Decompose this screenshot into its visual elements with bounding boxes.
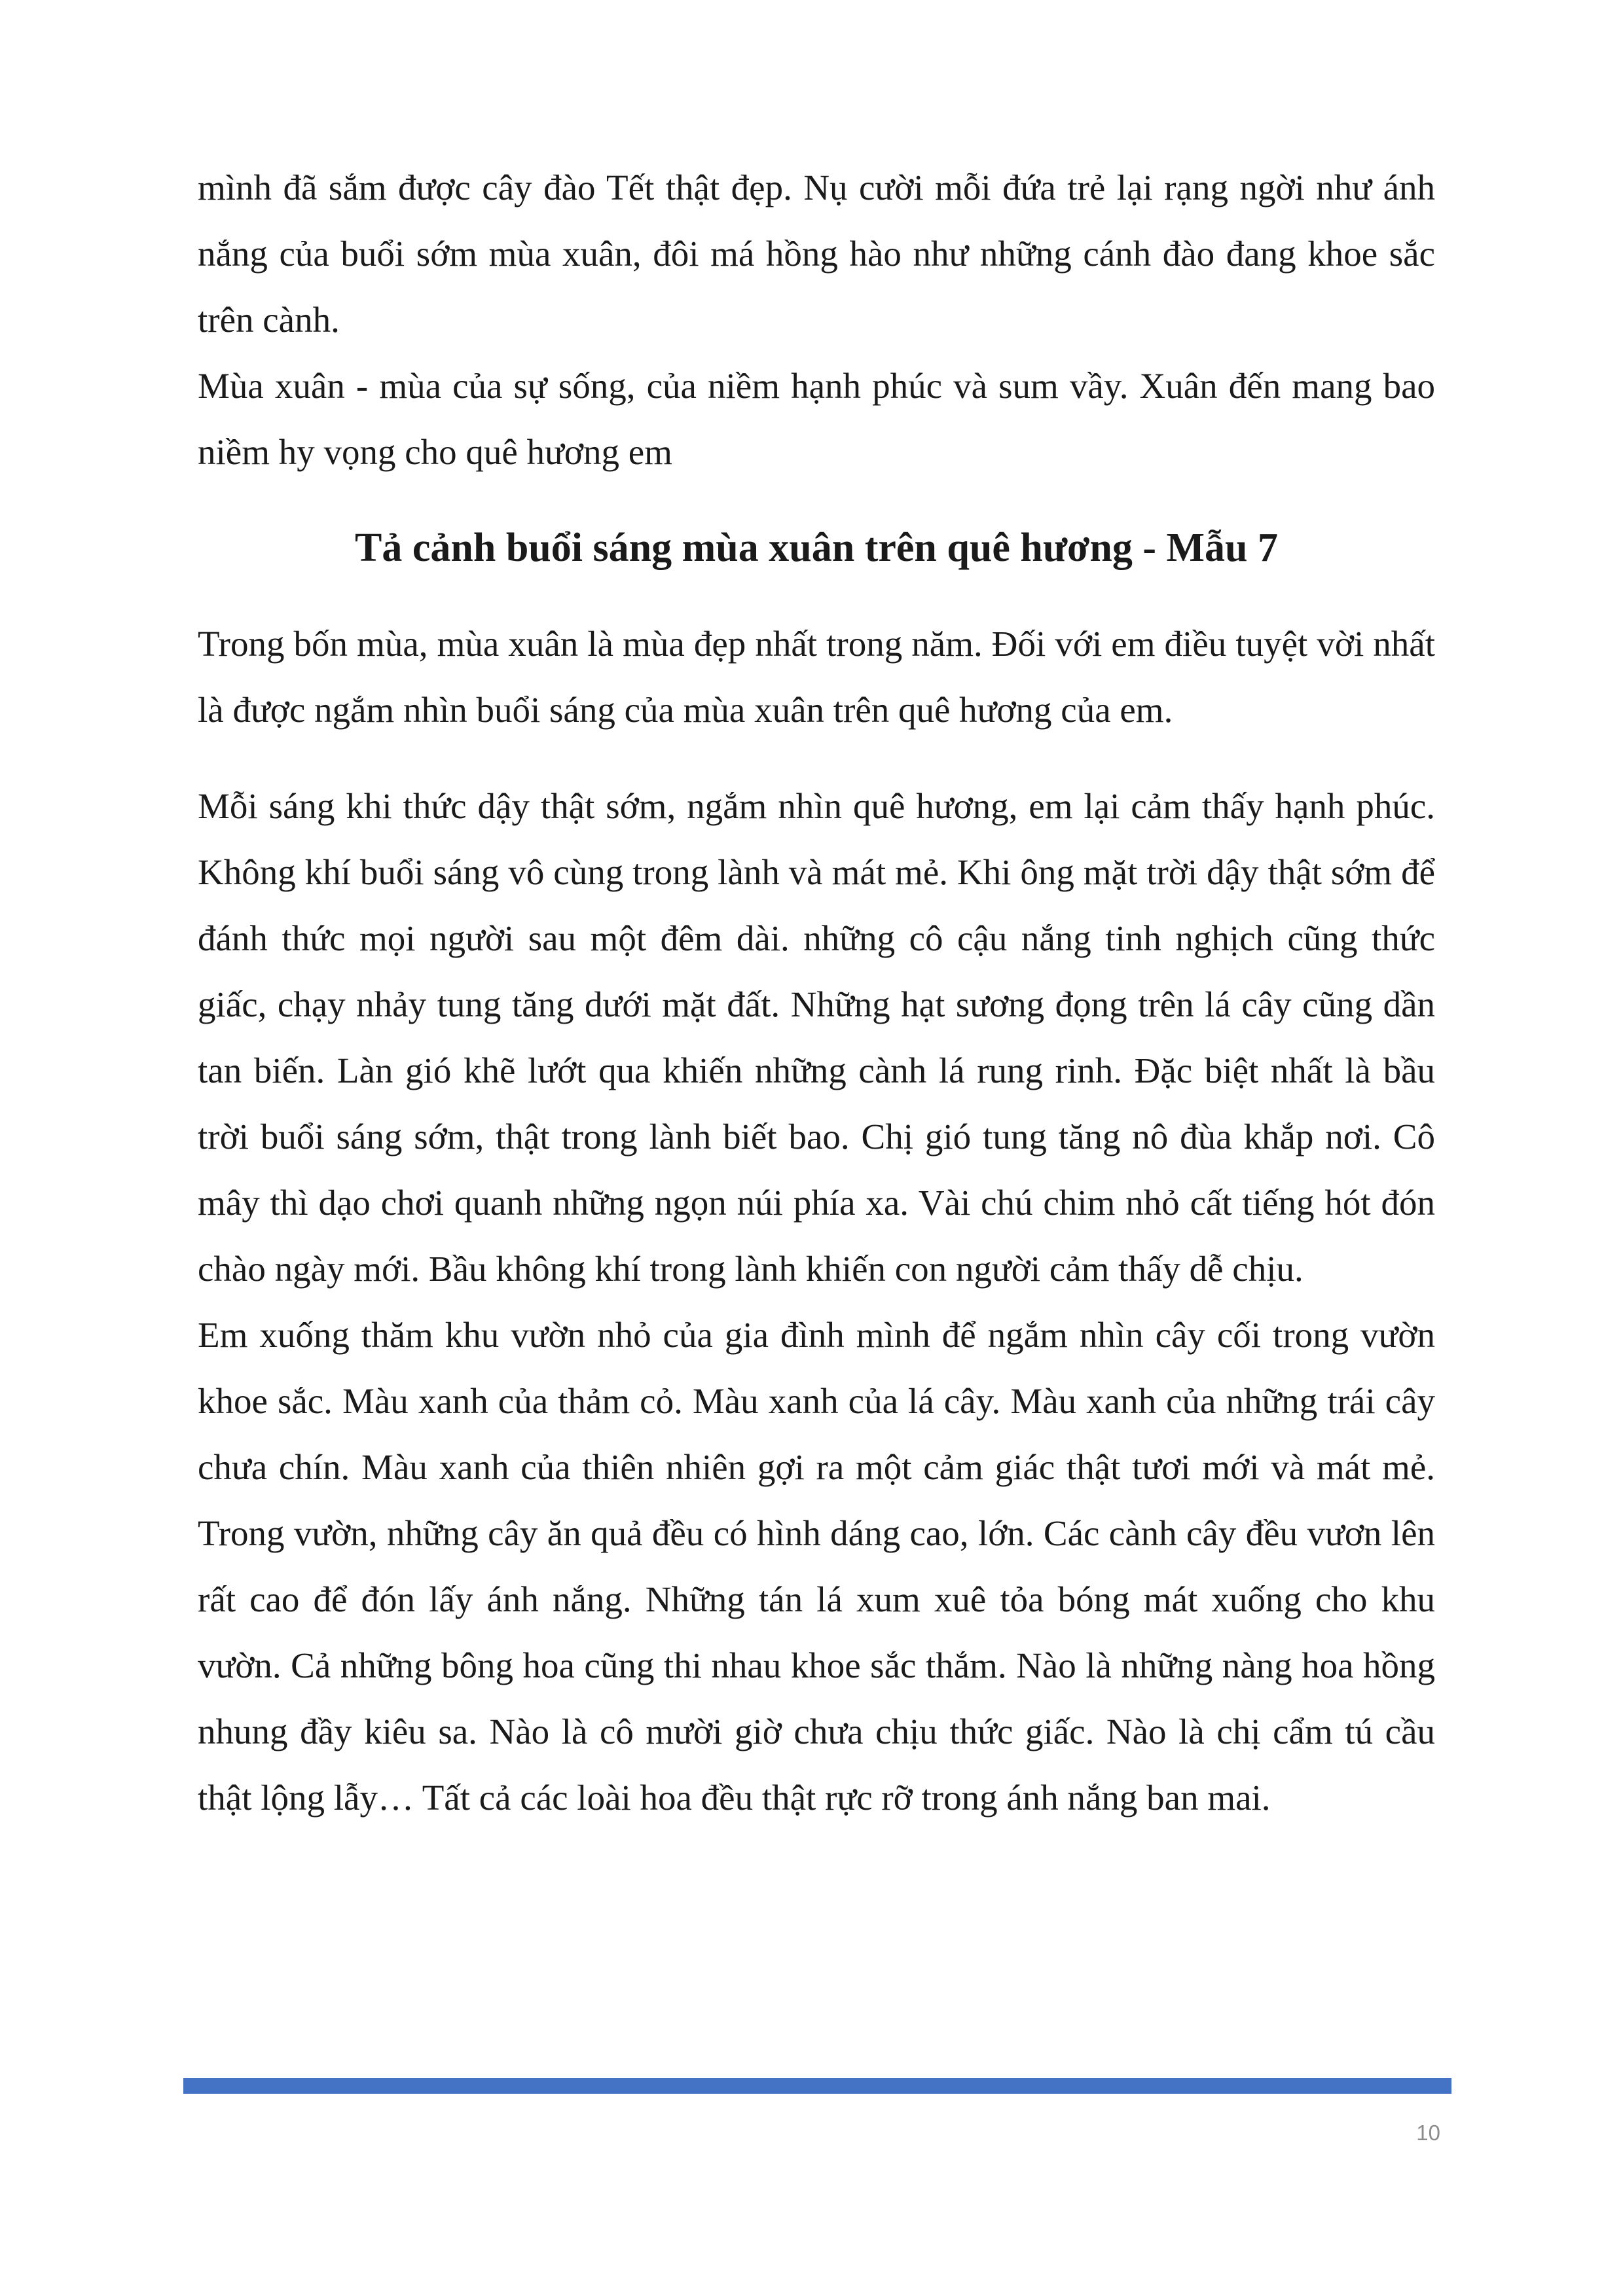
section-heading: Tả cảnh buổi sáng mùa xuân trên quê hương - Mẫu 7 [354,526,1278,570]
footer-rule [183,2078,1451,2094]
body-paragraph: Mỗi sáng khi thức dậy thật sớm, ngắm nhìn quê hương, em lại cảm thấy hạnh phúc. Không khí buổi sáng vô cùng trong lành và mát mẻ. Khi ông mặt trời dậy thật sớm để đánh thức mọi người sau một đêm dài. những cô cậu nắng tinh nghịch cũng thức giấc, chạy nhảy tung tăng dưới mặt đất. Những hạt sương đọng trên lá cây cũng dần tan biến. Làn gió khẽ lướt qua khiến những cành lá rung rinh. Đặc biệt nhất là bầu trời buổi sáng sớm, thật trong lành biết bao. Chị gió tung tăng nô đùa khắp nơi. Cô mây thì dạo chơi quanh những ngọn núi phía xa. Vài chú chim nhỏ cất tiếng hót đón chào ngày mới. Bầu không khí trong lành khiến con người cảm thấy dễ chịu. [198,786,1435,1289]
body-paragraph: Trong bốn mùa, mùa xuân là mùa đẹp nhất trong năm. Đối với em điều tuyệt vời nhất là được ngắm nhìn buổi sáng của mùa xuân trên quê hương của em. [198,624,1435,730]
intro-paragraph: Mùa xuân - mùa của sự sống, của niềm hạnh phúc và sum vầy. Xuân đến mang bao niềm hy vọng cho quê hương em [198,366,1435,472]
page-number: 10 [1416,2121,1440,2145]
intro-paragraph: mình đã sắm được cây đào Tết thật đẹp. Nụ cười mỗi đứa trẻ lại rạng ngời như ánh nắng của buổi sớm mùa xuân, đôi má hồng hào như những cánh đào đang khoe sắc trên cành. [198,168,1435,340]
document-body [198,154,1435,1831]
body-paragraph: Em xuống thăm khu vườn nhỏ của gia đình mình để ngắm nhìn cây cối trong vườn khoe sắc. Màu xanh của thảm cỏ. Màu xanh của lá cây. Màu xanh của những trái cây chưa chín. Màu xanh của thiên nhiên gợi ra một cảm giác thật tươi mới và mát mẻ. Trong vườn, những cây ăn quả đều có hình dáng cao, lớn. Các cành cây đều vươn lên rất cao để đón lấy ánh nắng. Những tán lá xum xuê tỏa bóng mát xuống cho khu vườn. Cả những bông hoa cũng thi nhau khoe sắc thắm. Nào là những nàng hoa hồng nhung đầy kiêu sa. Nào là cô mười giờ chưa chịu thức giấc. Nào là chị cẩm tú cầu thật lộng lẫy… Tất cả các loài hoa đều thật rực rỡ trong ánh nắng ban mai. [198,1315,1435,1818]
